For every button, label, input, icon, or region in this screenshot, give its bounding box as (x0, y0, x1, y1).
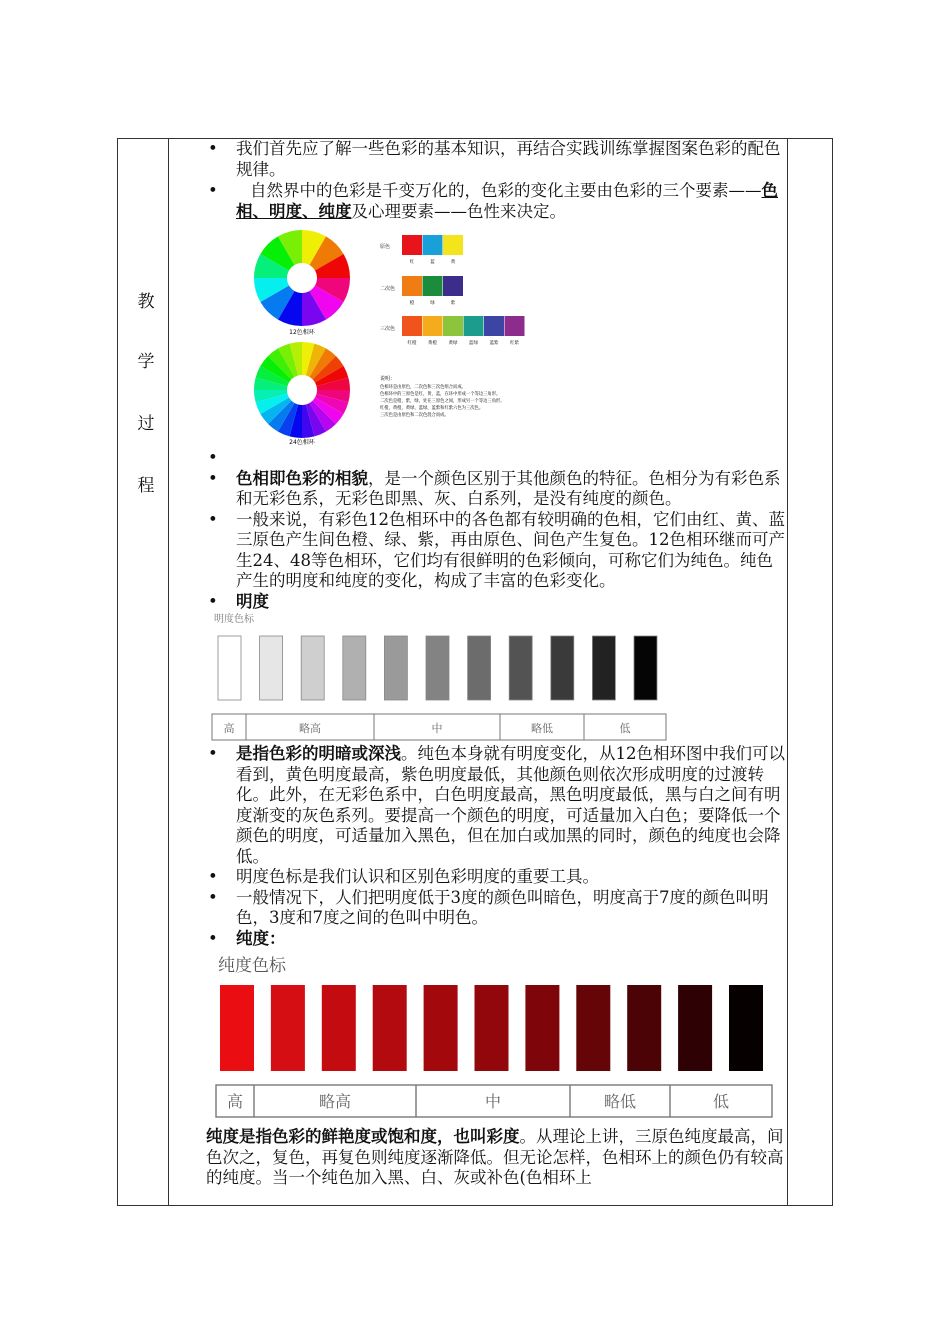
bullet-item: • 色相即色彩的相貌，是一个颜色区别于其他颜色的特征。色相分为有彩色系和无彩色系，无彩色即黑、灰、白系列，是没有纯度的颜色。 (206, 469, 786, 510)
swatch-label: 黄橙 (428, 341, 437, 346)
chroma-label: 中 (484, 1092, 502, 1111)
chroma-label: 略高 (318, 1092, 352, 1111)
bullet-item (206, 592, 786, 613)
chroma-swatch (424, 985, 458, 1071)
color-swatch (443, 235, 463, 255)
color-wheel-figure (254, 230, 584, 448)
bullet-item-empty (206, 448, 786, 469)
hue-definition-emphasis: 色相即色彩的相貌 (236, 468, 368, 488)
chroma-swatch (678, 985, 712, 1071)
chroma-swatch (373, 985, 407, 1071)
color-swatch (402, 316, 422, 336)
bullet-item: • 是指色彩的明暗或深浅。纯色本身就有明度变化，从12色相环图中我们可以看到，黄色明度最高，紫色明度最低，其他颜色则依次形成明度的过渡转化。此外，在无彩色系中，白色明度最高，黑色明度最低，黑与白之间有明度渐变的灰色系列。要提高一个颜色的明度，可适量加入白色；要降低一个颜色的明度，可适量加入黑色，但在加白或加黑的同时，颜色的纯度也会降低。 (206, 744, 786, 867)
swatch-label: 橙 (409, 301, 415, 306)
value-swatch (468, 636, 491, 700)
value-heading: 明度 (236, 591, 269, 611)
swatch-label: 黄绿 (448, 341, 458, 346)
chroma-label: 低 (712, 1092, 730, 1111)
value-swatch (426, 636, 449, 700)
chroma-swatch (220, 985, 254, 1071)
side-label-char: 过 (137, 414, 155, 434)
color-swatch (443, 276, 463, 296)
note-line: 色相环中的三原色是红，黄，蓝，在环中形成一个等边三角形。 (380, 392, 501, 397)
note-line: 红橙，黄橙，黄绿，蓝绿，蓝紫和红紫六色为三次色。 (380, 406, 484, 411)
column-divider (787, 139, 788, 1205)
color-swatch (402, 235, 422, 255)
color-swatch (505, 316, 525, 336)
secondary-label: 二次色 (380, 286, 396, 292)
bullet-item: • 一般情况下，人们把明度低于3度的颜色叫暗色，明度高于7度的颜色叫明色，3度和7度之间的色叫中明色。 (206, 888, 786, 929)
value-label: 高 (223, 722, 235, 735)
note-line: 色相环是由原色，二次色和三次色组合而成。 (380, 385, 466, 390)
chroma-swatch (271, 985, 305, 1071)
chroma-paragraph: 纯度是指色彩的鲜艳度或饱和度，也叫彩度。从理论上讲，三原色纯度最高，间色次之，复色，再复色则纯度逐渐降低。但无论怎样，色相环上的颜色仍有较高的纯度。当一个纯色加入黑、白、灰或补色(色相环上 (206, 1127, 784, 1187)
chroma-swatch (322, 985, 356, 1071)
value-label: 略高 (299, 722, 321, 735)
chroma-swatches (220, 985, 763, 1071)
color-swatch (484, 316, 504, 336)
hue-wheel-12 (254, 230, 350, 326)
chroma-definition-emphasis: 纯度是指色彩的鲜艳度或饱和度，也叫彩度 (206, 1127, 520, 1146)
color-swatch (443, 316, 463, 336)
value-swatch (260, 636, 283, 700)
secondary-swatches (402, 276, 463, 306)
lesson-table (117, 138, 833, 1206)
chroma-swatch (627, 985, 661, 1071)
value-swatch (592, 636, 615, 700)
swatch-label: 红 (409, 260, 415, 265)
color-swatch (402, 276, 422, 296)
color-swatch (423, 235, 443, 255)
bullet-item: • 我们首先应了解一些色彩的基本知识，再结合实践训练掌握图案色彩的配色规律。 (206, 139, 786, 180)
value-swatch (343, 636, 366, 700)
chroma-swatch (576, 985, 610, 1071)
color-swatch (423, 276, 443, 296)
swatch-label: 红紫 (510, 341, 519, 346)
chroma-heading: 纯度： (236, 928, 286, 948)
column-divider (168, 139, 169, 1205)
chroma-label: 略低 (603, 1092, 637, 1111)
chroma-label: 高 (226, 1092, 244, 1111)
value-label: 略低 (531, 722, 553, 735)
primary-swatches (402, 235, 463, 265)
note-line: 二次色是橙，紫，绿，处在三原色之间，形成另一个等边三角形。 (380, 399, 505, 404)
swatch-label: 绿 (430, 301, 435, 306)
wheel2-caption: 24色相环 (289, 439, 315, 446)
chroma-scale-chart (214, 951, 784, 1123)
side-label-char: 程 (137, 476, 155, 496)
side-label-char: 教 (137, 292, 155, 312)
value-scale-title: 明度色标 (214, 614, 254, 625)
lesson-content (206, 139, 786, 1189)
swatch-label: 蓝 (430, 260, 435, 265)
tertiary-swatches (402, 316, 525, 346)
swatch-label: 蓝绿 (469, 341, 478, 346)
swatch-label: 红橙 (407, 341, 417, 346)
value-definition-emphasis: 是指色彩的明暗或深浅 (236, 744, 401, 763)
chroma-swatch (475, 985, 509, 1071)
value-scale-labels (212, 714, 666, 740)
chroma-scale-title: 纯度色标 (218, 956, 286, 976)
hue-wheel-24 (254, 342, 350, 438)
value-label: 中 (431, 722, 443, 735)
note-title: 说明： (380, 376, 396, 382)
chroma-swatch (525, 985, 559, 1071)
color-swatch (464, 316, 484, 336)
value-swatch (301, 636, 324, 700)
value-swatch (551, 636, 574, 700)
swatch-label: 黄 (450, 260, 456, 265)
value-swatch (634, 636, 657, 700)
value-swatch (384, 636, 407, 700)
three-elements-emphasis: 色相、明度、纯度 (236, 181, 778, 221)
bullet-item: • 明度色标是我们认识和区别色彩明度的重要工具。 (206, 867, 786, 888)
color-swatch (423, 316, 443, 336)
chroma-scale-labels (216, 1085, 772, 1117)
chroma-swatch (729, 985, 763, 1071)
bullet-item (206, 929, 786, 950)
swatch-label: 蓝紫 (489, 341, 499, 346)
note-line: 三次色是由原色和二次色混合而成。 (380, 413, 449, 418)
primary-label: 原色 (380, 244, 391, 250)
value-swatch (509, 636, 532, 700)
wheel1-caption: 12色相环 (289, 329, 315, 336)
value-scale-chart (210, 612, 672, 742)
swatch-label: 紫 (450, 301, 456, 306)
side-label-char: 学 (137, 352, 155, 372)
value-label: 低 (619, 722, 631, 735)
tertiary-label: 三次色 (380, 326, 396, 332)
value-swatch (218, 636, 241, 700)
bullet-item: • 一般来说，有彩色12色相环中的各色都有较明确的色相，它们由红、黄、蓝三原色产生间色橙、绿、紫，再由原色、间色产生复色。12色相环继而可产生24、48等色相环，它们均有很鲜明的色彩倾向，可称它们为纯色。纯色产生的明度和纯度的变化，构成了丰富的色彩变化。 (206, 510, 786, 592)
bullet-item: • 自然界中的色彩是千变万化的，色彩的变化主要由色彩的三个要素——色相、明度、纯度及心理要素——色性来决定。 (206, 181, 786, 222)
value-swatches (218, 636, 657, 700)
